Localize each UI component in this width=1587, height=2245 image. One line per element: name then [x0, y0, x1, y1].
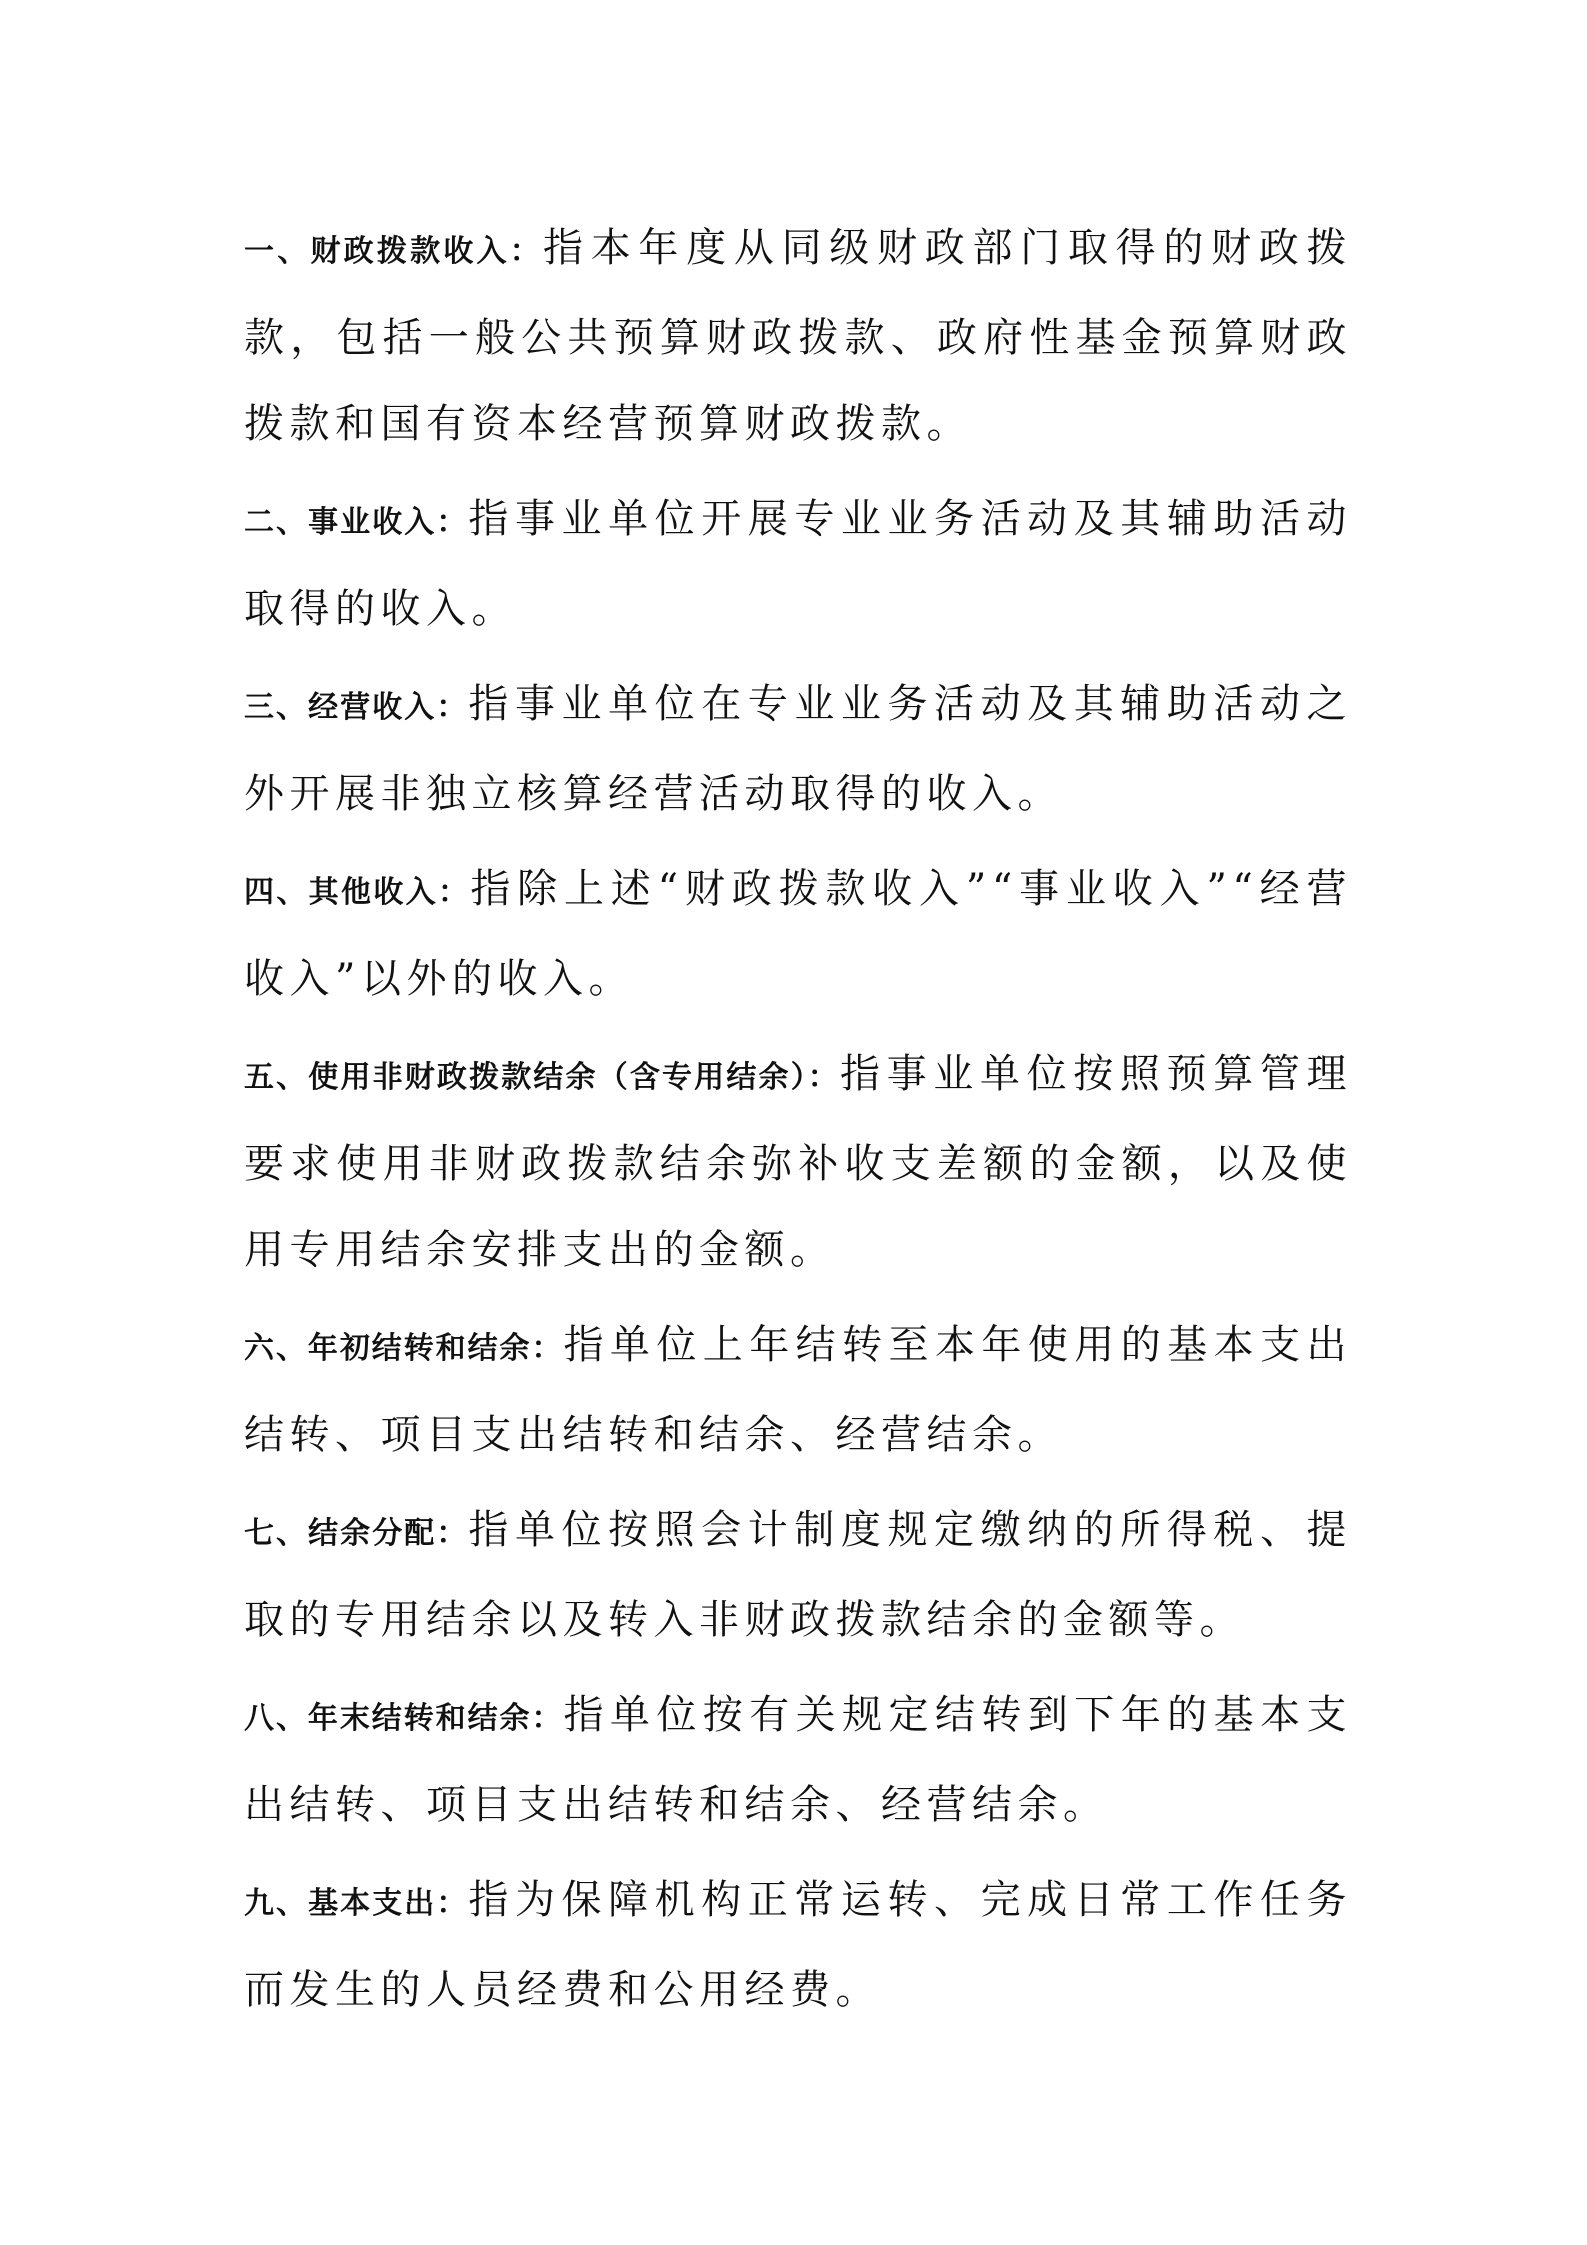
- entry-operating-income: [244, 661, 1352, 837]
- entry-term: 七、结余分配：: [244, 1516, 469, 1551]
- entry-fiscal-appropriation-income: [244, 205, 1352, 467]
- entry-term: 六、年初结转和结余：: [244, 1331, 564, 1366]
- entry-description: 指单位按有关规定结转到下年的基本支出结转、项目支出结转和结余、经营结余。: [244, 1692, 1353, 1828]
- entry-description: 指单位上年结转至本年使用的基本支出结转、项目支出结转和结余、经营结余。: [244, 1322, 1353, 1458]
- entry-term: 四、其他收入：: [244, 875, 471, 910]
- entry-beginning-carryover: [244, 1302, 1352, 1478]
- entry-term: 五、使用非财政拨款结余（含专用结余）：: [244, 1060, 840, 1095]
- entry-description: 指事业单位在专业业务活动及其辅助活动之外开展非独立核算经营活动取得的收入。: [244, 681, 1353, 817]
- entry-description: 指除上述“财政拨款收入”“事业收入”“经营收入”以外的收入。: [244, 866, 1352, 1002]
- entry-term: 三、经营收入：: [244, 690, 469, 725]
- entry-other-income: [244, 846, 1352, 1022]
- entry-basic-expenditure: [244, 1857, 1352, 2033]
- entry-description: 指本年度从同级财政部门取得的财政拨款，包括一般公共预算财政拨款、政府性基金预算财政拨款和国有资本经营预算财政拨款。: [244, 225, 1353, 447]
- entry-term: 九、基本支出：: [244, 1886, 469, 1921]
- entry-business-income: [244, 476, 1352, 652]
- entry-term: 八、年末结转和结余：: [244, 1701, 564, 1736]
- entry-description: 指事业单位开展专业业务活动及其辅助活动取得的收入。: [244, 496, 1353, 632]
- entry-description: 指为保障机构正常运转、完成日常工作任务而发生的人员经费和公用经费。: [244, 1877, 1353, 2013]
- entry-use-of-non-fiscal-surplus: [244, 1031, 1352, 1293]
- entry-surplus-distribution: [244, 1487, 1352, 1663]
- document-page: [244, 205, 1352, 2042]
- entry-term: 二、事业收入：: [244, 505, 469, 540]
- entry-description: 指单位按照会计制度规定缴纳的所得税、提取的专用结余以及转入非财政拨款结余的金额等。: [244, 1507, 1353, 1643]
- entry-year-end-carryover: [244, 1672, 1352, 1848]
- entry-term: 一、财政拨款收入：: [244, 234, 543, 269]
- entry-description: 指事业单位按照预算管理要求使用非财政拨款结余弥补收支差额的金额，以及使用专用结余安排支出的金额。: [244, 1051, 1353, 1273]
